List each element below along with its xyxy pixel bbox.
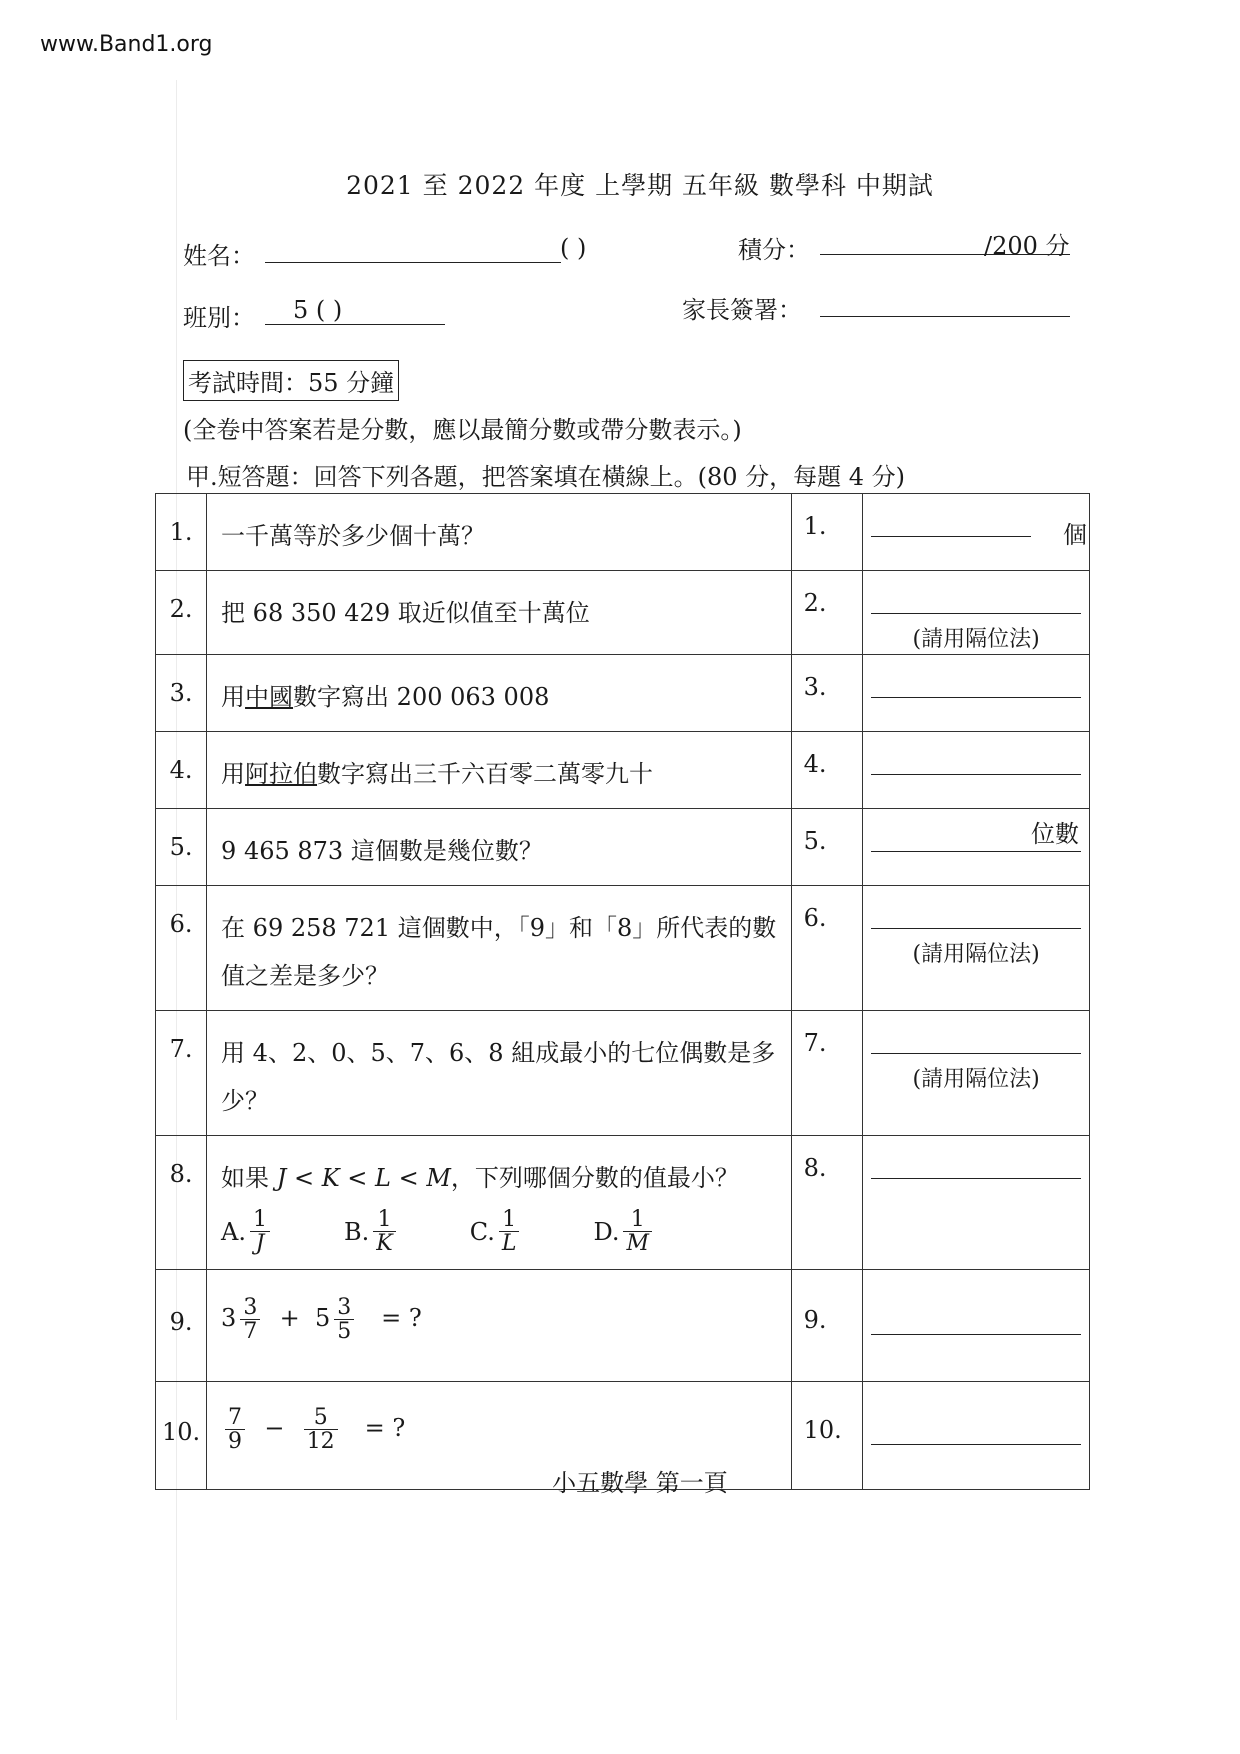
numerator: 1 bbox=[373, 1208, 395, 1232]
option-d[interactable] bbox=[593, 1208, 656, 1255]
answer-line[interactable] bbox=[871, 1410, 1081, 1445]
question-text bbox=[207, 1136, 792, 1270]
question-table bbox=[155, 493, 1090, 1490]
answer-line[interactable] bbox=[871, 502, 1031, 537]
page-title: 2021 至 2022 年度 上學期 五年級 數學科 中期試 bbox=[346, 171, 934, 200]
question-number: 1. bbox=[156, 494, 207, 571]
question-number: 3. bbox=[156, 655, 207, 732]
answer-cell bbox=[863, 1011, 1090, 1136]
answer-cell bbox=[863, 809, 1090, 886]
numerator: 3 bbox=[240, 1296, 260, 1320]
question-number: 8. bbox=[156, 1136, 207, 1270]
numerator: 1 bbox=[250, 1208, 270, 1232]
answer-cell bbox=[863, 655, 1090, 732]
fraction bbox=[250, 1208, 270, 1255]
denominator: M bbox=[626, 1231, 650, 1257]
operator: + bbox=[279, 1304, 300, 1332]
question-text: 把 68 350 429 取近似值至十萬位 bbox=[207, 571, 792, 655]
class-value: 5 ( ) bbox=[293, 296, 343, 324]
denominator: 9 bbox=[228, 1429, 243, 1454]
question-text: 用 4、2、0、5、7、6、8 組成最小的七位偶數是多少？ bbox=[207, 1011, 792, 1136]
question-row-3 bbox=[156, 655, 1090, 732]
variable-j: J bbox=[276, 1164, 287, 1192]
question-text: 9 465 873 這個數是幾位數？ bbox=[207, 809, 792, 886]
class-field[interactable] bbox=[265, 324, 445, 325]
answer-number: 2. bbox=[791, 571, 863, 655]
answer-number: 6. bbox=[791, 886, 863, 1011]
question-text-pre: 用 bbox=[221, 760, 246, 788]
question-row-4 bbox=[156, 732, 1090, 809]
answer-number: 9. bbox=[791, 1270, 863, 1382]
question-text-post: 數字寫出 200 063 008 bbox=[293, 683, 550, 711]
option-label: A. bbox=[221, 1217, 247, 1246]
question-row-8 bbox=[156, 1136, 1090, 1270]
class-label: 班別： bbox=[183, 304, 255, 332]
answer-unit: 個 bbox=[1063, 521, 1087, 549]
answer-cell bbox=[863, 1270, 1090, 1382]
question-number: 10. bbox=[156, 1382, 207, 1490]
equals-question: = ? bbox=[381, 1304, 422, 1332]
fraction bbox=[499, 1208, 520, 1255]
fraction bbox=[623, 1208, 652, 1255]
question-number: 5. bbox=[156, 809, 207, 886]
fraction bbox=[240, 1296, 260, 1343]
answer-hint: (請用隔位法) bbox=[912, 1067, 1040, 1092]
question-text: 在 69 258 721 這個數中，「9」和「8」所代表的數值之差是多少？ bbox=[207, 886, 792, 1011]
question-text: 一千萬等於多少個十萬？ bbox=[207, 494, 792, 571]
option-label: B. bbox=[344, 1217, 370, 1246]
answer-cell bbox=[863, 494, 1090, 571]
answer-number: 1. bbox=[791, 494, 863, 571]
option-b[interactable] bbox=[344, 1208, 400, 1255]
answer-line[interactable] bbox=[871, 579, 1081, 614]
denominator: 7 bbox=[243, 1319, 258, 1344]
answer-cell bbox=[863, 732, 1090, 809]
question-text-pre: 用 bbox=[221, 683, 246, 711]
denominator: K bbox=[376, 1231, 393, 1257]
fraction bbox=[225, 1406, 245, 1453]
fraction bbox=[304, 1406, 338, 1453]
answer-line[interactable] bbox=[871, 1300, 1081, 1335]
answer-number: 10. bbox=[791, 1382, 863, 1490]
question-text bbox=[207, 1270, 792, 1382]
denominator: 5 bbox=[337, 1319, 352, 1344]
answer-line[interactable] bbox=[871, 817, 1081, 852]
answer-line[interactable] bbox=[871, 894, 1081, 929]
section-title: 甲.短答題：回答下列各題，把答案填在橫線上。(80 分，每題 4 分) bbox=[186, 463, 906, 491]
answer-number: 3. bbox=[791, 655, 863, 732]
whole-number: 5 bbox=[314, 1304, 331, 1332]
question-text-pre: 如果 bbox=[221, 1164, 277, 1192]
answer-hint: (請用隔位法) bbox=[912, 627, 1040, 652]
question-row-9 bbox=[156, 1270, 1090, 1382]
question-text-underlined: 中國 bbox=[245, 683, 294, 711]
watermark: www.Band1.org bbox=[40, 32, 213, 57]
option-label: D. bbox=[593, 1217, 620, 1246]
question-row-6 bbox=[156, 886, 1090, 1011]
equals-question: = ? bbox=[364, 1414, 406, 1442]
parent-signature-field[interactable] bbox=[820, 316, 1070, 317]
question-text bbox=[207, 655, 792, 732]
variable-k: K bbox=[321, 1164, 340, 1192]
denominator: J bbox=[255, 1231, 265, 1257]
question-row-1 bbox=[156, 494, 1090, 571]
question-row-2 bbox=[156, 571, 1090, 655]
exam-time-box: 考試時間：55 分鐘 bbox=[183, 360, 399, 401]
parent-signature-label: 家長簽署： bbox=[682, 296, 802, 324]
answer-number: 8. bbox=[791, 1136, 863, 1270]
fraction bbox=[373, 1208, 395, 1255]
answer-hint: (請用隔位法) bbox=[912, 942, 1040, 967]
answer-cell bbox=[863, 886, 1090, 1011]
class-number-paren: ( ) bbox=[560, 234, 587, 262]
answer-line[interactable] bbox=[871, 740, 1081, 775]
answer-unit: 位數 bbox=[1031, 820, 1079, 848]
less-than-sign: < bbox=[390, 1164, 427, 1192]
answer-number: 4. bbox=[791, 732, 863, 809]
numerator: 3 bbox=[334, 1296, 354, 1320]
answer-line[interactable] bbox=[871, 1019, 1081, 1054]
score-label: 積分： bbox=[738, 236, 810, 264]
variable-m: M bbox=[426, 1164, 451, 1192]
operator: − bbox=[264, 1414, 285, 1442]
variable-l: L bbox=[375, 1164, 391, 1192]
name-label: 姓名： bbox=[183, 242, 255, 270]
score-total: /200 分 bbox=[984, 232, 1070, 260]
question-number: 9. bbox=[156, 1270, 207, 1382]
answer-line[interactable] bbox=[871, 663, 1081, 698]
question-text-post: 數字寫出三千六百零二萬零九十 bbox=[317, 760, 654, 788]
numerator: 5 bbox=[304, 1406, 338, 1430]
fraction bbox=[334, 1296, 354, 1343]
fraction-note: (全卷中答案若是分數，應以最簡分數或帶分數表示。) bbox=[183, 416, 742, 444]
less-than-sign: < bbox=[339, 1164, 375, 1192]
whole-number: 3 bbox=[221, 1304, 237, 1332]
question-number: 7. bbox=[156, 1011, 207, 1136]
option-label: C. bbox=[469, 1217, 495, 1246]
answer-cell bbox=[863, 571, 1090, 655]
answer-number: 7. bbox=[791, 1011, 863, 1136]
option-c[interactable] bbox=[470, 1208, 524, 1255]
answer-number: 5. bbox=[791, 809, 863, 886]
page-footer: 小五數學 第一頁 bbox=[552, 1469, 728, 1497]
denominator: 12 bbox=[306, 1429, 335, 1454]
numerator: 7 bbox=[225, 1406, 245, 1430]
answer-line[interactable] bbox=[871, 1144, 1081, 1179]
question-text bbox=[207, 732, 792, 809]
question-row-7 bbox=[156, 1011, 1090, 1136]
numerator: 1 bbox=[623, 1208, 652, 1232]
name-field[interactable] bbox=[265, 262, 561, 263]
question-number: 2. bbox=[156, 571, 207, 655]
numerator: 1 bbox=[499, 1208, 520, 1232]
question-text-underlined: 阿拉伯 bbox=[245, 760, 318, 788]
question-number: 4. bbox=[156, 732, 207, 809]
question-row-5 bbox=[156, 809, 1090, 886]
less-than-sign: < bbox=[286, 1164, 322, 1192]
denominator: L bbox=[501, 1231, 517, 1257]
answer-cell bbox=[863, 1136, 1090, 1270]
question-number: 6. bbox=[156, 886, 207, 1011]
option-list bbox=[221, 1208, 781, 1255]
question-text-post: ，下列哪個分數的值最小？ bbox=[450, 1164, 739, 1192]
option-a[interactable] bbox=[221, 1208, 274, 1255]
